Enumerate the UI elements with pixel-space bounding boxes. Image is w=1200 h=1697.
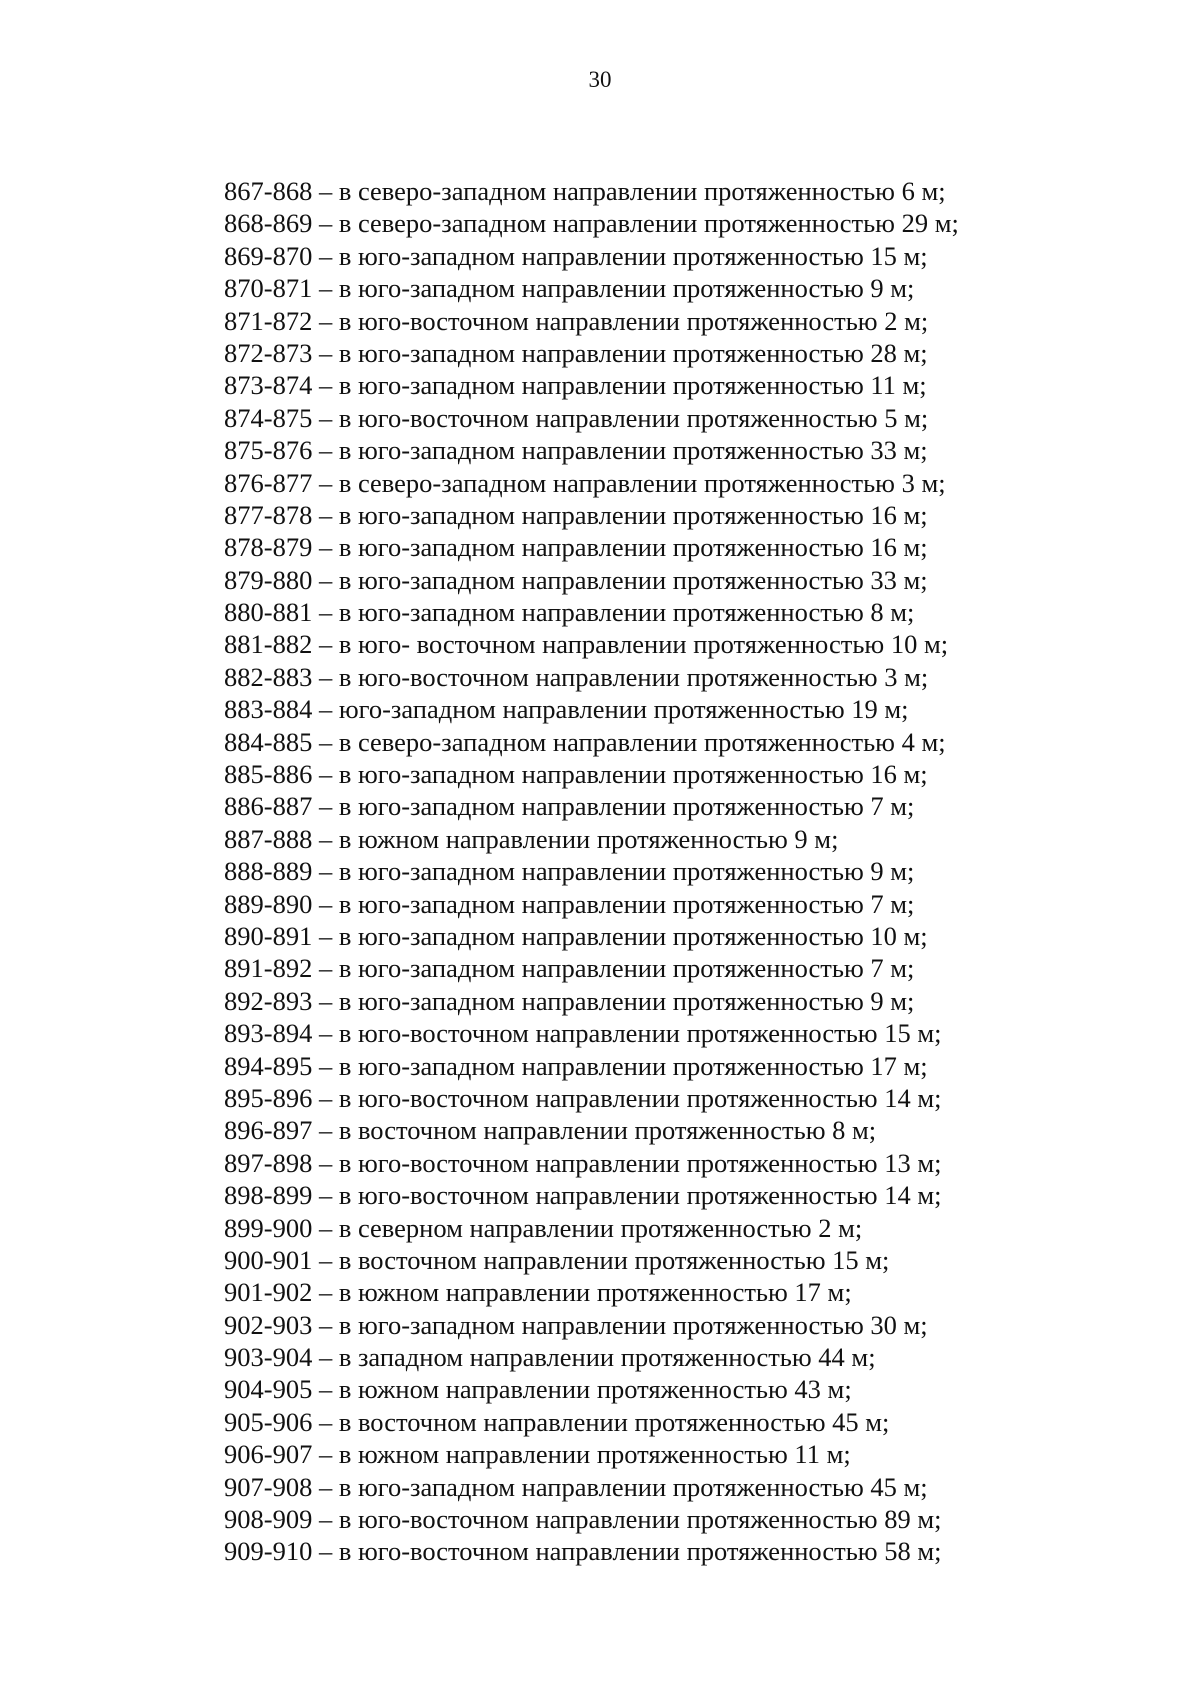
boundary-segment-line: 880-881 – в юго-западном направлении протяженностью 8 м; bbox=[224, 597, 915, 628]
boundary-segment-line: 896-897 – в восточном направлении протяженностью 8 м; bbox=[224, 1115, 877, 1146]
boundary-segment-line: 887-888 – в южном направлении протяженностью 9 м; bbox=[224, 823, 839, 854]
page-number: 30 bbox=[588, 67, 612, 92]
boundary-segment-line: 889-890 – в юго-западном направлении протяженностью 7 м; bbox=[224, 888, 915, 919]
boundary-segment-line: 891-892 – в юго-западном направлении протяженностью 7 м; bbox=[224, 953, 915, 984]
boundary-segment-line: 901-902 – в южном направлении протяженностью 17 м; bbox=[224, 1277, 852, 1308]
boundary-segment-line: 878-879 – в юго-западном направлении протяженностью 16 м; bbox=[224, 532, 928, 563]
boundary-segment-line: 903-904 – в западном направлении протяженностью 44 м; bbox=[224, 1342, 876, 1373]
boundary-segment-line: 883-884 – юго-западном направлении протяженностью 19 м; bbox=[224, 694, 909, 725]
boundary-segment-line: 897-898 – в юго-восточном направлении протяженностью 13 м; bbox=[224, 1147, 942, 1178]
boundary-segment-line: 900-901 – в восточном направлении протяженностью 15 м; bbox=[224, 1244, 890, 1275]
boundary-segment-line: 875-876 – в юго-западном направлении протяженностью 33 м; bbox=[224, 435, 928, 466]
boundary-segment-line: 872-873 – в юго-западном направлении протяженностью 28 м; bbox=[224, 337, 928, 368]
boundary-segment-line: 895-896 – в юго-восточном направлении протяженностью 14 м; bbox=[224, 1082, 942, 1113]
boundary-segment-line: 882-883 – в юго-восточном направлении протяженностью 3 м; bbox=[224, 661, 929, 692]
boundary-segment-line: 871-872 – в юго-восточном направлении протяженностью 2 м; bbox=[224, 305, 929, 336]
boundary-segment-line: 902-903 – в юго-западном направлении протяженностью 30 м; bbox=[224, 1309, 928, 1340]
boundary-segment-line: 868-869 – в северо-западном направлении протяженностью 29 м; bbox=[224, 208, 959, 239]
boundary-segment-line: 886-887 – в юго-западном направлении протяженностью 7 м; bbox=[224, 791, 915, 822]
boundary-segments-list bbox=[224, 175, 1044, 1568]
boundary-segment-line: 893-894 – в юго-восточном направлении протяженностью 15 м; bbox=[224, 1018, 942, 1049]
boundary-segment-line: 885-886 – в юго-западном направлении протяженностью 16 м; bbox=[224, 759, 928, 790]
boundary-segment-line: 873-874 – в юго-западном направлении протяженностью 11 м; bbox=[224, 370, 927, 401]
boundary-segment-line: 877-878 – в юго-западном направлении протяженностью 16 м; bbox=[224, 499, 928, 530]
boundary-segment-line: 876-877 – в северо-западном направлении протяженностью 3 м; bbox=[224, 467, 946, 498]
boundary-segment-line: 907-908 – в юго-западном направлении протяженностью 45 м; bbox=[224, 1471, 928, 1502]
boundary-segment-line: 879-880 – в юго-западном направлении протяженностью 33 м; bbox=[224, 564, 928, 595]
boundary-segment-line: 892-893 – в юго-западном направлении протяженностью 9 м; bbox=[224, 985, 915, 1016]
boundary-segment-line: 890-891 – в юго-западном направлении протяженностью 10 м; bbox=[224, 920, 928, 951]
boundary-segment-line: 906-907 – в южном направлении протяженностью 11 м; bbox=[224, 1439, 851, 1470]
boundary-segment-line: 904-905 – в южном направлении протяженностью 43 м; bbox=[224, 1374, 852, 1405]
boundary-segment-line: 881-882 – в юго- восточном направлении протяженностью 10 м; bbox=[224, 629, 949, 660]
boundary-segment-line: 898-899 – в юго-восточном направлении протяженностью 14 м; bbox=[224, 1180, 942, 1211]
boundary-segment-line: 870-871 – в юго-западном направлении протяженностью 9 м; bbox=[224, 273, 915, 304]
boundary-segment-line: 894-895 – в юго-западном направлении протяженностью 17 м; bbox=[224, 1050, 928, 1081]
boundary-segment-line: 909-910 – в юго-восточном направлении протяженностью 58 м; bbox=[224, 1536, 942, 1567]
boundary-segment-line: 905-906 – в восточном направлении протяженностью 45 м; bbox=[224, 1406, 890, 1437]
boundary-segment-line: 867-868 – в северо-западном направлении протяженностью 6 м; bbox=[224, 176, 946, 206]
boundary-segment-line: 869-870 – в юго-западном направлении протяженностью 15 м; bbox=[224, 240, 928, 271]
boundary-segment-line: 874-875 – в юго-восточном направлении протяженностью 5 м; bbox=[224, 402, 929, 433]
boundary-segment-line: 888-889 – в юго-западном направлении протяженностью 9 м; bbox=[224, 856, 915, 887]
boundary-segment-line: 908-909 – в юго-восточном направлении протяженностью 89 м; bbox=[224, 1504, 942, 1535]
boundary-segment-line: 884-885 – в северо-западном направлении протяженностью 4 м; bbox=[224, 726, 946, 757]
boundary-segment-line: 899-900 – в северном направлении протяженностью 2 м; bbox=[224, 1212, 863, 1243]
